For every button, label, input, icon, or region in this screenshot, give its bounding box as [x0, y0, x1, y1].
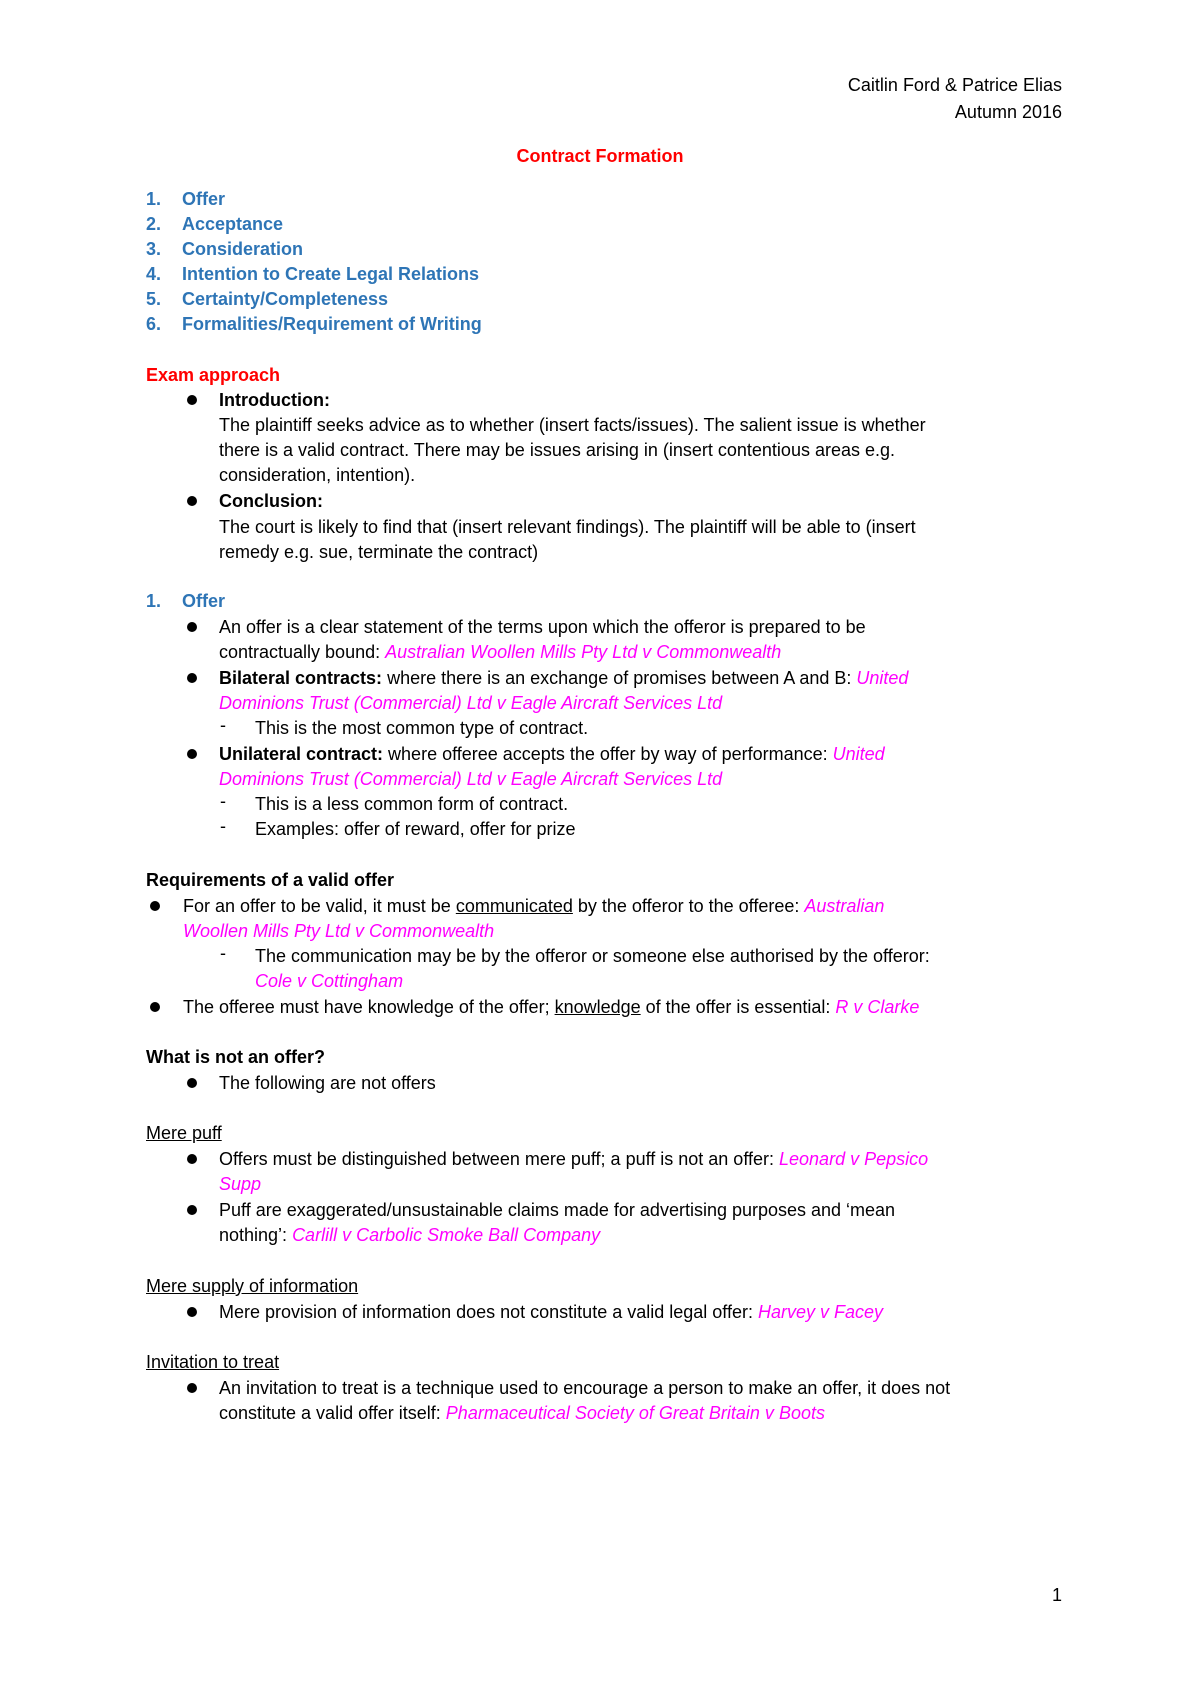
- case-citation: R v Clarke: [835, 997, 920, 1017]
- toc-item: 4. Intention to Create Legal Relations: [146, 264, 480, 284]
- bullet-icon: [187, 1205, 197, 1215]
- intro-text-line: consideration, intention).: [219, 465, 416, 485]
- unilateral-line: Unilateral contract: where offeree accepts the offer by way of performance: United: [219, 744, 885, 764]
- case-citation: Supp: [219, 1174, 262, 1194]
- mere-supply-line: Mere provision of information does not constitute a valid legal offer: Harvey v Facey: [219, 1302, 884, 1322]
- unilateral-sub-line: Examples: offer of reward, offer for prize: [255, 819, 576, 839]
- toc-item: 2. Acceptance: [146, 214, 284, 234]
- treat-line: An invitation to treat is a technique used to encourage a person to make an offer, it does not: [219, 1378, 951, 1398]
- case-citation: Woollen Mills Pty Ltd v Commonwealth: [183, 921, 495, 941]
- mere-puff-line: nothing’: Carlill v Carbolic Smoke Ball Company: [219, 1225, 601, 1245]
- toc-item: 5. Certainty/Completeness: [146, 289, 389, 309]
- header-authors: Caitlin Ford & Patrice Elias: [847, 75, 1062, 95]
- header-term: Autumn 2016: [954, 102, 1062, 122]
- offer-text-line: contractually bound: Australian Woollen Mills Pty Ltd v Commonwealth: [219, 642, 782, 662]
- toc-item: 6. Formalities/Requirement of Writing: [146, 314, 482, 334]
- bullet-icon: [187, 1154, 197, 1164]
- toc-item: 3. Consideration: [146, 239, 304, 259]
- case-citation: Carlill v Carbolic Smoke Ball Company: [292, 1225, 601, 1245]
- case-citation: Pharmaceutical Society of Great Britain v Boots: [445, 1403, 825, 1423]
- dash-marker: -: [220, 943, 226, 963]
- page-number: 1: [1051, 1585, 1062, 1605]
- bilateral-sub-line: This is the most common type of contract.: [255, 718, 589, 738]
- offer-heading: 1. Offer: [146, 591, 226, 611]
- bullet-icon: [187, 1078, 197, 1088]
- intro-label: Introduction:: [219, 390, 330, 410]
- conclusion-text-line: remedy e.g. sue, terminate the contract): [219, 542, 539, 562]
- not-offer-line: The following are not offers: [219, 1073, 436, 1093]
- not-offer-heading: What is not an offer?: [146, 1047, 325, 1067]
- exam-approach-heading: Exam approach: [146, 365, 281, 385]
- mere-puff-line: Puff are exaggerated/unsustainable claims made for advertising purposes and ‘mean: [219, 1200, 896, 1220]
- offer-text-line: An offer is a clear statement of the terms upon which the offeror is prepared to be: [219, 617, 866, 637]
- case-citation: Australian Woollen Mills Pty Ltd v Commonwealth: [385, 642, 782, 662]
- conclusion-label: Conclusion:: [219, 491, 323, 511]
- case-citation: United: [832, 744, 885, 764]
- requirement-line: The offeree must have knowledge of the offer; knowledge of the offer is essential: R v Clarke: [183, 997, 920, 1017]
- requirements-heading: Requirements of a valid offer: [146, 870, 395, 890]
- case-citation: Australian: [804, 896, 885, 916]
- bullet-icon: [187, 749, 197, 759]
- case-citation: Cole v Cottingham: [255, 971, 404, 991]
- bullet-icon: [150, 901, 160, 911]
- bullet-icon: [187, 395, 197, 405]
- intro-text-line: there is a valid contract. There may be issues arising in (insert contentious areas e.g.: [219, 440, 896, 460]
- bullet-icon: [187, 673, 197, 683]
- treat-line: constitute a valid offer itself: Pharmaceutical Society of Great Britain v Boots: [219, 1403, 825, 1423]
- treat-heading: Invitation to treat: [146, 1352, 280, 1372]
- bullet-icon: [187, 1307, 197, 1317]
- case-citation: Harvey v Facey: [757, 1302, 884, 1322]
- requirement-line: For an offer to be valid, it must be communicated by the offeror to the offeree: Australian: [183, 896, 885, 916]
- unilateral-sub-line: This is a less common form of contract.: [255, 794, 569, 814]
- bullet-icon: [187, 1383, 197, 1393]
- bullet-icon: [187, 622, 197, 632]
- conclusion-text-line: The court is likely to find that (insert relevant findings). The plaintiff will be able to (insert: [219, 517, 916, 537]
- intro-text-line: The plaintiff seeks advice as to whether (insert facts/issues). The salient issue is whether: [219, 415, 926, 435]
- case-citation: United: [856, 668, 909, 688]
- requirement-sub-line: The communication may be by the offeror or someone else authorised by the offeror:: [255, 946, 930, 966]
- dash-marker: -: [220, 816, 226, 836]
- dash-marker: -: [220, 791, 226, 811]
- case-citation: Dominions Trust (Commercial) Ltd v Eagle Aircraft Services Ltd: [219, 769, 723, 789]
- case-citation: Dominions Trust (Commercial) Ltd v Eagle Aircraft Services Ltd: [219, 693, 723, 713]
- case-citation: Leonard v Pepsico: [779, 1149, 929, 1169]
- dash-marker: -: [220, 715, 226, 735]
- mere-supply-heading: Mere supply of information: [146, 1276, 359, 1296]
- bullet-icon: [187, 496, 197, 506]
- toc-item: 1. Offer: [146, 189, 226, 209]
- bilateral-line: Bilateral contracts: where there is an exchange of promises between A and B: United: [219, 668, 909, 688]
- bullet-icon: [150, 1002, 160, 1012]
- document-title: Contract Formation: [516, 146, 684, 166]
- mere-puff-heading: Mere puff: [146, 1123, 222, 1143]
- mere-puff-line: Offers must be distinguished between mere puff; a puff is not an offer: Leonard v Pepsico: [219, 1149, 929, 1169]
